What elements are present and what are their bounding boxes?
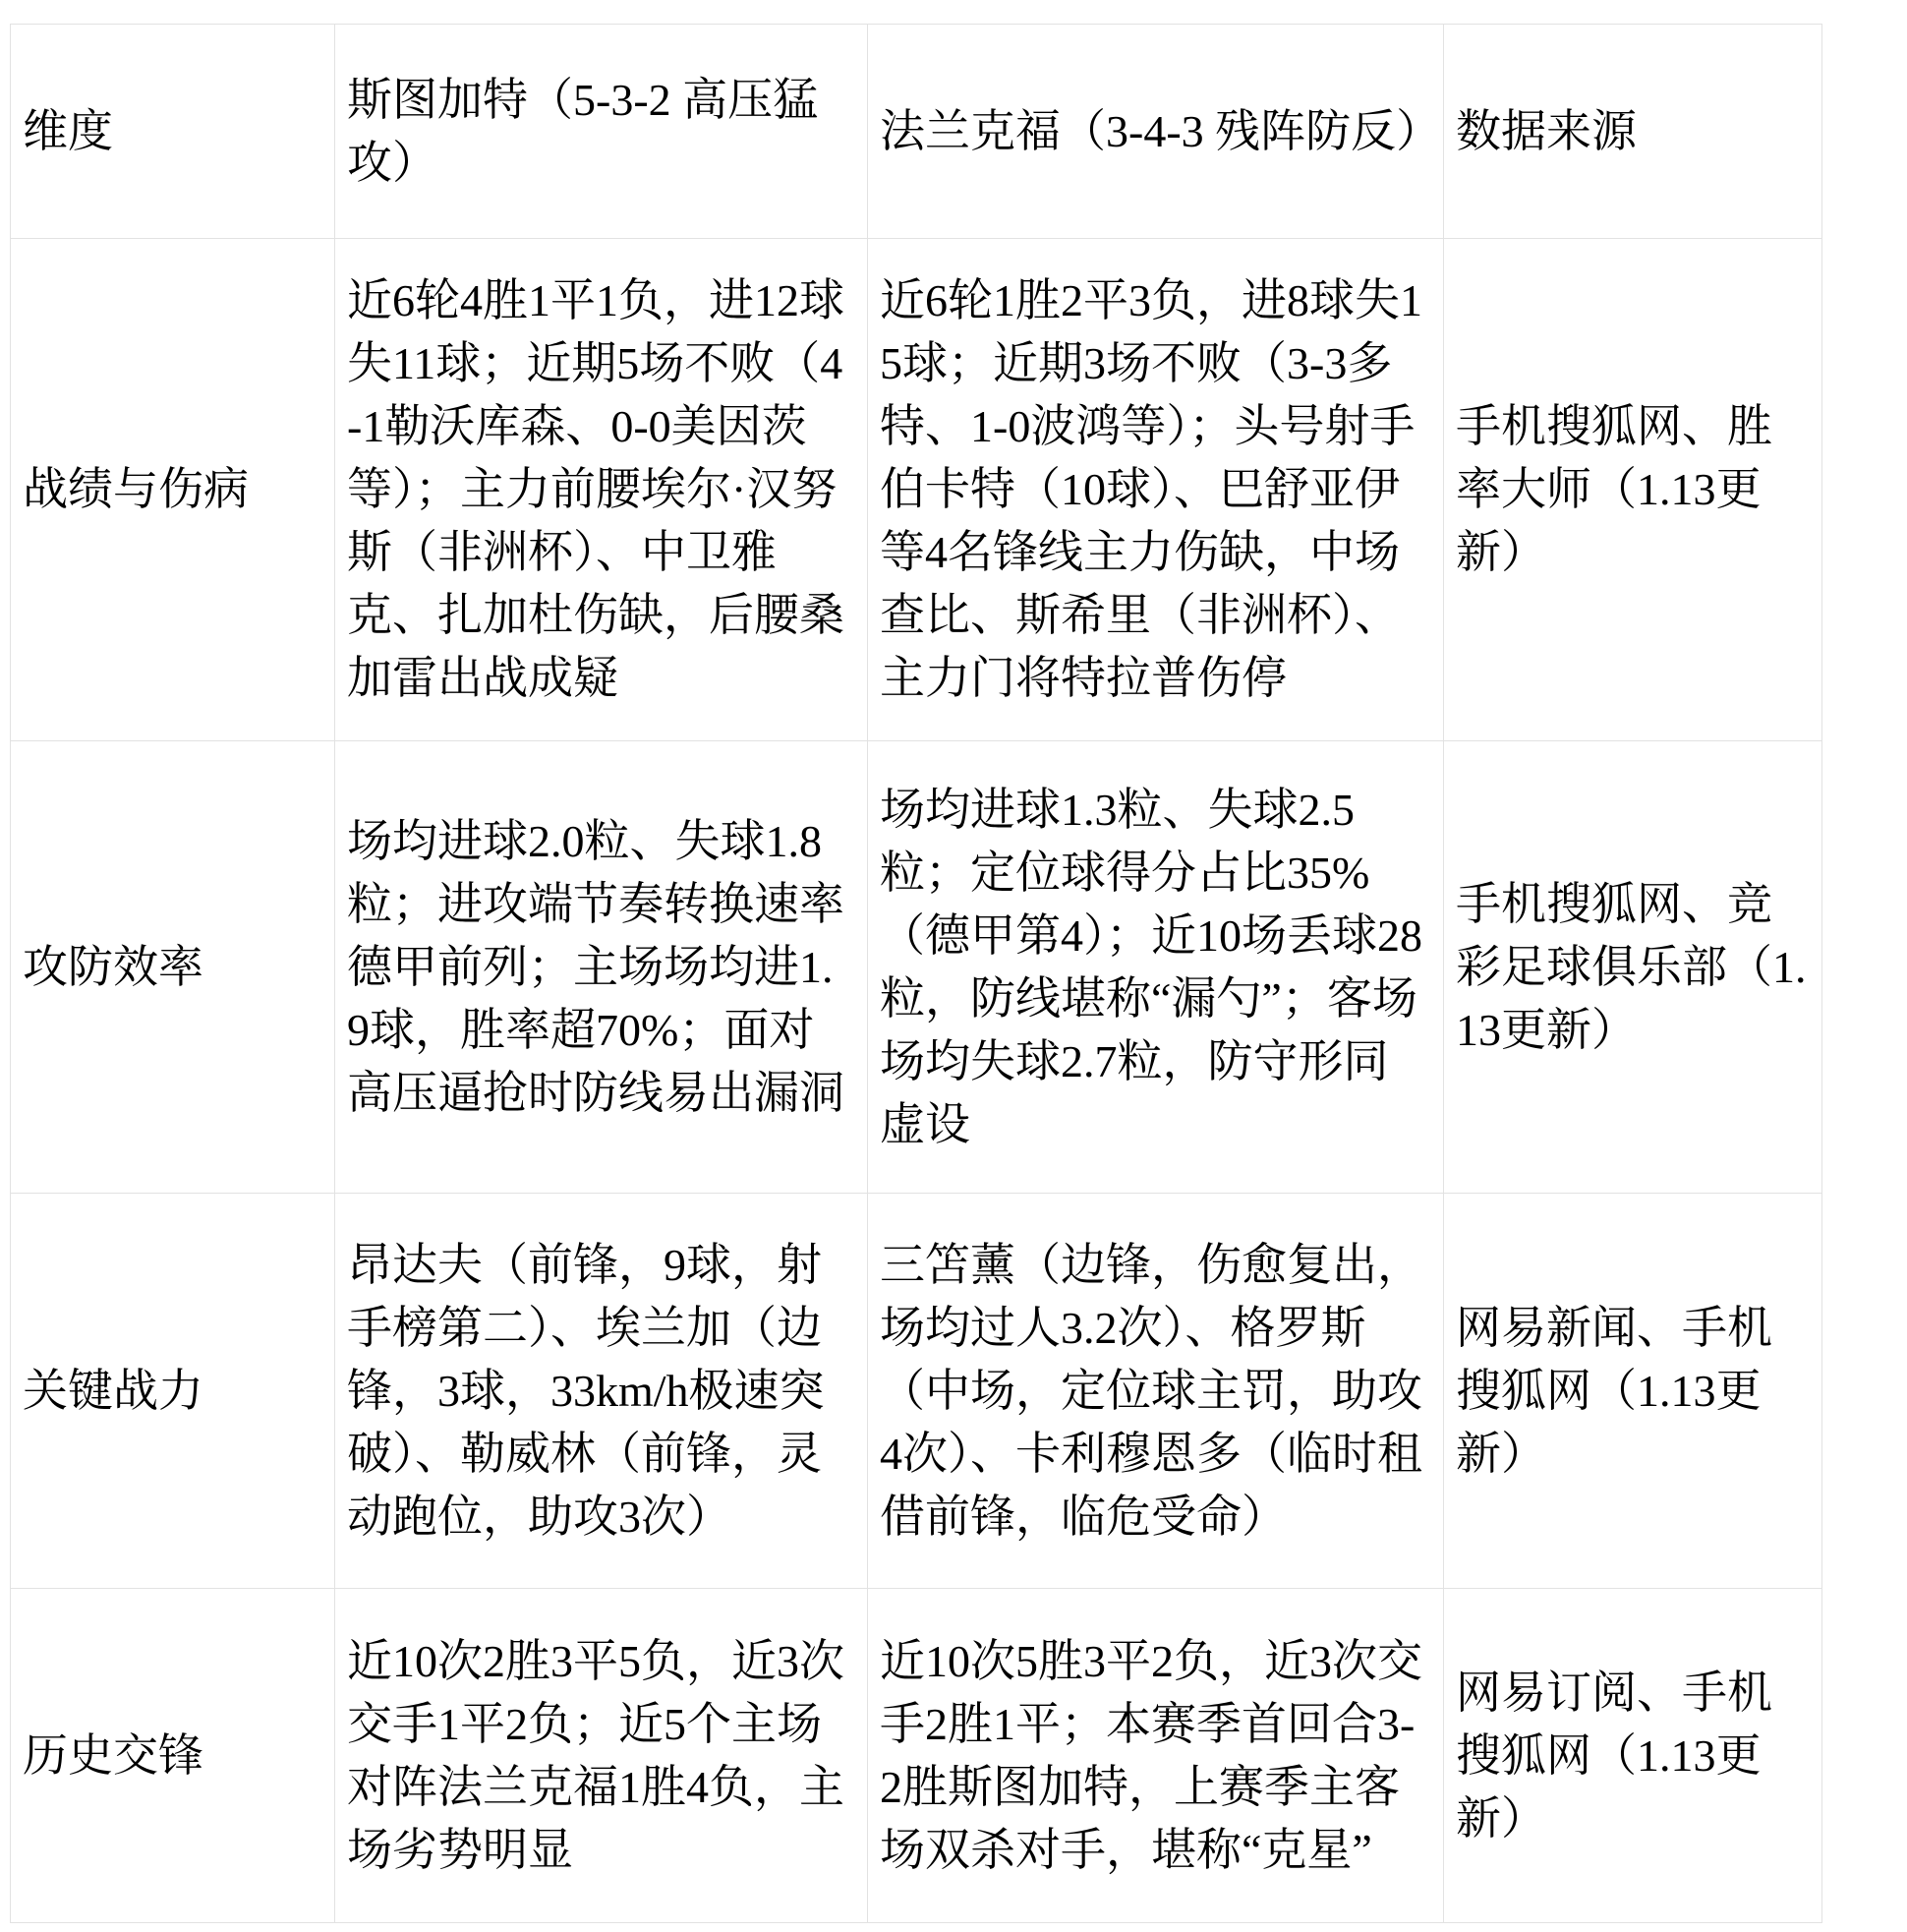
cell-record-frankfurt: 近6轮1胜2平3负，进8球失15球；近期3场不败（3-3多特、1-0波鸿等）；头号射手伯卡特（10球）、巴舒亚伊等4名锋线主力伤缺，中场查比、斯希里（非洲杯）、主力门将特拉普伤停 xyxy=(868,239,1444,741)
header-frankfurt: 法兰克福（3-4-3 残阵防反） xyxy=(868,25,1444,239)
table-row-head-to-head xyxy=(11,1589,1822,1923)
header-source: 数据来源 xyxy=(1444,25,1822,239)
cell-efficiency-dimension: 攻防效率 xyxy=(11,741,335,1194)
cell-key-players-source: 网易新闻、手机搜狐网（1.13更新） xyxy=(1444,1194,1822,1589)
table-row-record-injuries xyxy=(11,239,1822,741)
cell-efficiency-stuttgart: 场均进球2.0粒、失球1.8粒；进攻端节奏转换速率德甲前列；主场场均进1.9球，胜率超70%；面对高压逼抢时防线易出漏洞 xyxy=(335,741,868,1194)
table-row-attack-defense-efficiency xyxy=(11,741,1822,1194)
header-stuttgart: 斯图加特（5-3-2 高压猛攻） xyxy=(335,25,868,239)
cell-h2h-frankfurt: 近10次5胜3平2负，近3次交手2胜1平；本赛季首回合3-2胜斯图加特，上赛季主客场双杀对手，堪称“克星” xyxy=(868,1589,1444,1923)
comparison-table xyxy=(10,24,1822,1923)
cell-h2h-stuttgart: 近10次2胜3平5负，近3次交手1平2负；近5个主场对阵法兰克福1胜4负，主场劣势明显 xyxy=(335,1589,868,1923)
cell-key-players-dimension: 关键战力 xyxy=(11,1194,335,1589)
cell-efficiency-source: 手机搜狐网、竞彩足球俱乐部（1.13更新） xyxy=(1444,741,1822,1194)
cell-h2h-source: 网易订阅、手机搜狐网（1.13更新） xyxy=(1444,1589,1822,1923)
cell-key-players-frankfurt: 三笘薰（边锋，伤愈复出，场均过人3.2次）、格罗斯（中场，定位球主罚，助攻4次）、卡利穆恩多（临时租借前锋，临危受命） xyxy=(868,1194,1444,1589)
cell-h2h-dimension: 历史交锋 xyxy=(11,1589,335,1923)
table-row-key-players xyxy=(11,1194,1822,1589)
header-row xyxy=(11,25,1822,239)
cell-record-stuttgart: 近6轮4胜1平1负，进12球失11球；近期5场不败（4-1勒沃库森、0-0美因茨等）；主力前腰埃尔·汉努斯（非洲杯）、中卫雅克、扎加杜伤缺，后腰桑加雷出战成疑 xyxy=(335,239,868,741)
cell-key-players-stuttgart: 昂达夫（前锋，9球，射手榜第二）、埃兰加（边锋，3球，33km/h极速突破）、勒威林（前锋，灵动跑位，助攻3次） xyxy=(335,1194,868,1589)
cell-record-dimension: 战绩与伤病 xyxy=(11,239,335,741)
cell-record-source: 手机搜狐网、胜率大师（1.13更新） xyxy=(1444,239,1822,741)
cell-efficiency-frankfurt: 场均进球1.3粒、失球2.5粒；定位球得分占比35%（德甲第4）；近10场丢球28粒，防线堪称“漏勺”；客场场均失球2.7粒，防守形同虚设 xyxy=(868,741,1444,1194)
header-dimension: 维度 xyxy=(11,25,335,239)
